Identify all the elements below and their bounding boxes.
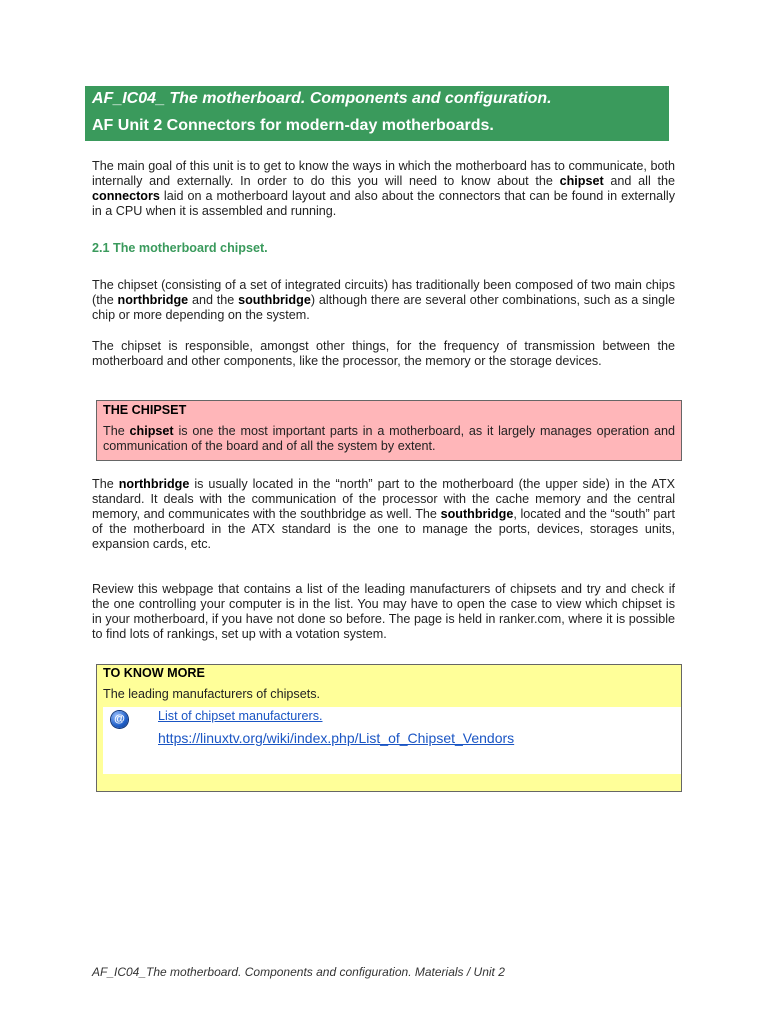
- callout-text-part: The: [103, 424, 130, 438]
- chipset-text: and the: [188, 293, 239, 307]
- intro-text: and all the: [603, 174, 675, 188]
- north-text: The: [92, 477, 119, 491]
- page-footer: AF_IC04_The motherboard. Components and configuration. Materials / Unit 2: [92, 965, 505, 979]
- chipset-paragraph: [92, 278, 675, 323]
- responsible-paragraph: The chipset is responsible, amongst other things, for the frequency of transmission between the motherboard and other components, like the processor, the memory or the storage devices.: [92, 339, 675, 368]
- intro-text: The main goal of this unit is to get to know the ways in which the motherboard has to communicate, both internally and externally. In order to do this you will need to know about the: [92, 159, 675, 188]
- callout-title: THE CHIPSET: [103, 403, 187, 417]
- callout-text-part: is one the most important parts in a motherboard, as it largely manages operation and communication of the board and of all the system by extent.: [103, 424, 676, 453]
- northbridge-paragraph: [92, 477, 675, 552]
- chipset-text: The chipset (consisting of a set of integrated circuits) has traditionally been composed of two main chips (the: [92, 278, 675, 307]
- section-heading: 2.1 The motherboard chipset.: [92, 241, 268, 255]
- bold-southbridge: southbridge: [440, 507, 514, 521]
- know-more-box: [96, 664, 682, 792]
- at-icon: @: [111, 711, 128, 728]
- chipset-manufacturers-link[interactable]: List of chipset manufacturers.: [158, 709, 323, 723]
- callout-text: [103, 424, 675, 454]
- intro-bold-chipset: chipset: [559, 174, 604, 188]
- bold-northbridge: northbridge: [117, 293, 189, 307]
- bold-southbridge: southbridge: [238, 293, 311, 307]
- bold-northbridge: northbridge: [118, 477, 190, 491]
- know-more-subtitle: The leading manufacturers of chipsets.: [103, 687, 321, 701]
- callout-bold-chipset: chipset: [129, 424, 174, 438]
- intro-bold-connectors: connectors: [92, 189, 160, 203]
- intro-paragraph: [92, 159, 675, 219]
- intro-text: laid on a motherboard layout and also about the connectors that can be found in externally in a CPU when it is assembled and running.: [92, 189, 675, 218]
- document-title: AF_IC04_ The motherboard. Components and configuration.: [92, 90, 552, 107]
- know-more-links-panel: [103, 707, 681, 774]
- document-subtitle: AF Unit 2 Connectors for modern-day motherboards.: [92, 117, 494, 134]
- north-text: , located and the “south” part of the motherboard in the ATX standard is the one to manage the ports, devices, storages units, expansion cards, etc.: [92, 507, 675, 551]
- north-text: is usually located in the “north” part to the motherboard (the upper side) in the ATX standard. It deals with the communication of the processor with the cache memory and the central memory, and communicates with the southbridge as well. The: [92, 477, 675, 521]
- chipset-callout-box: [96, 400, 682, 461]
- chipset-text: ) although there are several other combinations, such as a single chip or more depending on the system.: [92, 293, 675, 322]
- document-title-bar: [85, 86, 669, 141]
- linuxtv-chipset-vendors-link[interactable]: https://linuxtv.org/wiki/index.php/List_of_Chipset_Vendors: [158, 730, 515, 746]
- know-more-title: TO KNOW MORE: [103, 666, 205, 680]
- review-paragraph: Review this webpage that contains a list of the leading manufacturers of chipsets and try and check if the one controlling your computer is in the list. You may have to open the case to view which chipset is in your motherboard, if you have not done so before. The page is held in ranker.com, where it is possible to find lots of rankings, set up with a votation system.: [92, 582, 675, 641]
